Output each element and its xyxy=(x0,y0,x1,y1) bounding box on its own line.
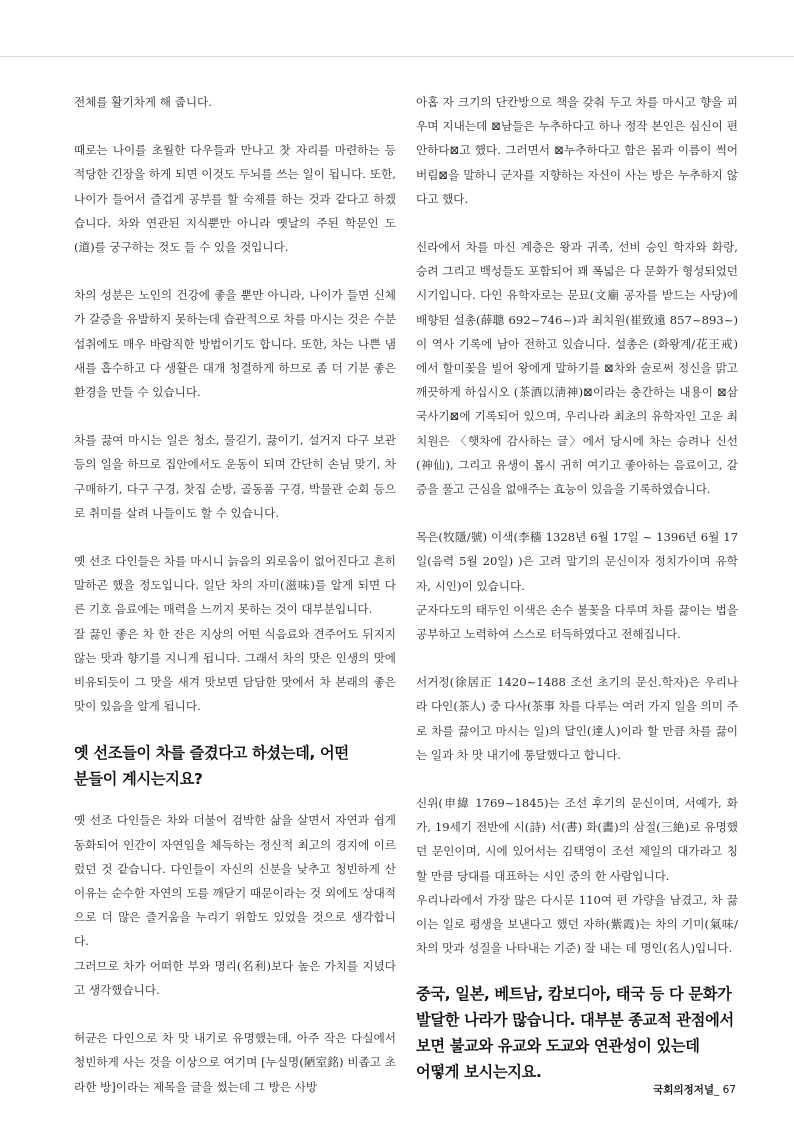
paragraph: 목은(牧隱/號) 이색(李穡 1328년 6월 17일 ~ 1396년 6월 17일(음력 5월 20일) )은 고려 말기의 문신이자 정치가이며 유학자, 시인)이 있습니다. xyxy=(416,530,738,593)
paragraph: 옛 선조 다인들은 차와 더불어 검박한 삶을 살면서 자연과 쉽게 동화되어 인간이 자연임을 체득하는 정신적 최고의 경지에 이르렀던 것 같습니다. 다인들이 자신의 신분을 낮추고 청빈하게 산 이유는 순수한 자연의 도를 깨닫기 때문이라는 것 외에도 상대적으로 더 많은 즐거움을 누리기 위함도 있었을 것으로 생각합니다. xyxy=(74,813,396,949)
paragraph: 아홉 자 크기의 단칸방으로 책을 갖춰 두고 차를 마시고 향을 피우며 지내는데 ⊠남들은 누추하다고 하나 정작 본인은 심신이 편안하다⊠고 했다. 그러면서 ⊠누추하다고 함은 몸과 이름이 썩어 버림⊠을 말하니 군자를 지향하는 자신이 사는 방은 누추하지 않다고 했다. xyxy=(416,95,738,206)
right-column xyxy=(416,90,738,1101)
paragraph: 옛 선조 다인들은 차를 마시니 늙음의 외로움이 없어진다고 흔히 말하곤 했을 정도입니다. 일단 차의 자미(滋味)를 알게 되면 다른 기호 음료에는 매력을 느끼지 못하는 것이 대부분입니다. xyxy=(74,554,396,617)
paragraph: 때로는 나이를 초월한 다우들과 만나고 찻 자리를 마련하는 등 적당한 긴장을 하게 되면 이것도 두뇌를 쓰는 일이 됩니다. 또한, 나이가 들어서 즐겁게 공부를 할 숙제를 하는 것과 같다고 하겠습니다. 차와 연관된 지식뿐만 아니라 옛날의 주된 학문인 도(道)를 궁구하는 것도 들 수 있을 것입니다. xyxy=(74,143,396,255)
left-column xyxy=(74,90,396,1099)
paragraph: 서거정(徐居正 1420~1488 조선 초기의 문신.학자)은 우리나라 다인(茶人) 중 다사(茶事 차를 다루는 여러 가지 일을 의미 주로 차를 끓이고 마시는 일)의 달인(達人)이라 할 만큼 차를 끓이는 일과 차 맛 내기에 통달했다고 합니다. xyxy=(416,675,738,762)
paragraph: 군자다도의 태두인 이색은 손수 불꽃을 다루며 차를 끓이는 법을 공부하고 노력하여 스스로 터득하였다고 전해집니다. xyxy=(416,602,738,642)
paragraph: 신라에서 차를 마신 계층은 왕과 귀족, 선비 승인 학자와 화랑, 승려 그리고 백성들도 포함되어 꽤 폭넓은 다 문화가 형성되었던 시기입니다. 다인 유학자로는 문묘(文廟 공자를 받드는 사당)에 배향된 설총(薛聰 692~746~)과 최치원(崔致遠 857~893~)이 역사 기록에 남아 전하고 있습니다. 설총은 (화왕계/花王戒)에서 할미꽃을 빌어 왕에게 말하기를 ⊠차와 술로써 정신을 맑고 깨끗하게 하십시오 (茶酒以淸神)⊠이라는 충간하는 내용이 ⊠삼국사기⊠에 기록되어 있으며, 우리나라 최초의 유학자인 고운 최치원은 〈햇차에 감사하는 글〉에서 당시에 차는 승려나 신선(神仙), 그리고 유생이 몹시 귀히 여기고 좋아하는 음료이고, 갈증을 풀고 근심을 없애주는 효능이 있음을 기록하였습니다. xyxy=(416,240,738,497)
paragraph: 잘 끓인 좋은 차 한 잔은 지상의 어떤 식음료와 견주어도 뒤지지 않는 맛과 향기를 지니게 됩니다. 그래서 차의 맛은 인생의 맛에 비유되듯이 그 맛을 새겨 맛보면 담담한 맛에서 차 본래의 좋은 맛이 있음을 알게 됩니다. xyxy=(74,626,396,714)
paragraph: 차의 성분은 노인의 건강에 좋을 뿐만 아니라, 나이가 들면 신체가 갈증을 유발하지 못하는데 습관적으로 차를 마시는 것은 수분 섭취에도 매우 바람직한 방법이기도 합니다. 또한, 차는 나쁜 냄새를 흡수하고 다 생활은 대개 청결하게 하므로 좀 더 기분 좋은 환경을 만들 수 있습니다. xyxy=(74,288,396,400)
paragraph: 그러므로 차가 어떠한 부와 명리(名利)보다 높은 가치를 지녔다고 생각했습니다. xyxy=(74,958,396,997)
paragraph: 전체를 활기차게 해 줍니다. xyxy=(74,95,212,109)
section-heading: 중국, 일본, 베트남, 캄보디아, 태국 등 다 문화가 발달한 나라가 많습니다. 대부분 종교적 관점에서 보면 불교와 유교와 도교와 연관성이 있는데 어떻게 보시는지요. xyxy=(416,984,734,1081)
header-rule xyxy=(0,56,794,57)
publication-name: 국회의정저널 xyxy=(653,1084,715,1096)
paragraph: 신위(申緯 1769~1845)는 조선 후기의 문신이며, 서예가, 화가, 19세기 전반에 시(詩) 서(書) 화(畵)의 삼절(三絶)로 유명했던 문인이며, 시에 있어서는 김택영이 조선 제일의 대가라고 칭할 만큼 당대를 대표하는 시인 중의 한 사람입니다. xyxy=(416,796,738,883)
paragraph: 차를 끓여 마시는 일은 청소, 물긷기, 끓이기, 설거지 다구 보관 등의 일을 하므로 집안에서도 운동이 되며 간단히 손님 맞기, 차 구매하기, 다구 구경, 찻집 순방, 골동품 구경, 박물관 순회 등으로 취미를 살려 나들이도 할 수 있습니다. xyxy=(74,433,396,520)
paragraph: 허균은 다인으로 차 맛 내기로 유명했는데, 아주 작은 다실에서 청빈하게 사는 것을 이상으로 여기며 [누실명(陋室銘) 비좁고 초라한 방]이라는 제목을 글을 썼는데 그 방은 사방 xyxy=(74,1031,396,1094)
page-footer xyxy=(653,1082,736,1097)
section-heading: 옛 선조들이 차를 즐겼다고 하셨는데, 어떤 분들이 계시는지요? xyxy=(74,744,349,789)
page-number: 67 xyxy=(722,1084,736,1096)
paragraph: 우리나라에서 가장 많은 다시문 110여 편 가량을 남겼고, 차 끓이는 일로 평생을 보낸다고 했던 자하(紫霞)는 차의 기미(氣味/ 차의 맛과 성질을 나타내는 기준) 잘 내는 데 명인(名人)입니다. xyxy=(416,892,738,956)
footer-separator: _ xyxy=(714,1084,720,1096)
